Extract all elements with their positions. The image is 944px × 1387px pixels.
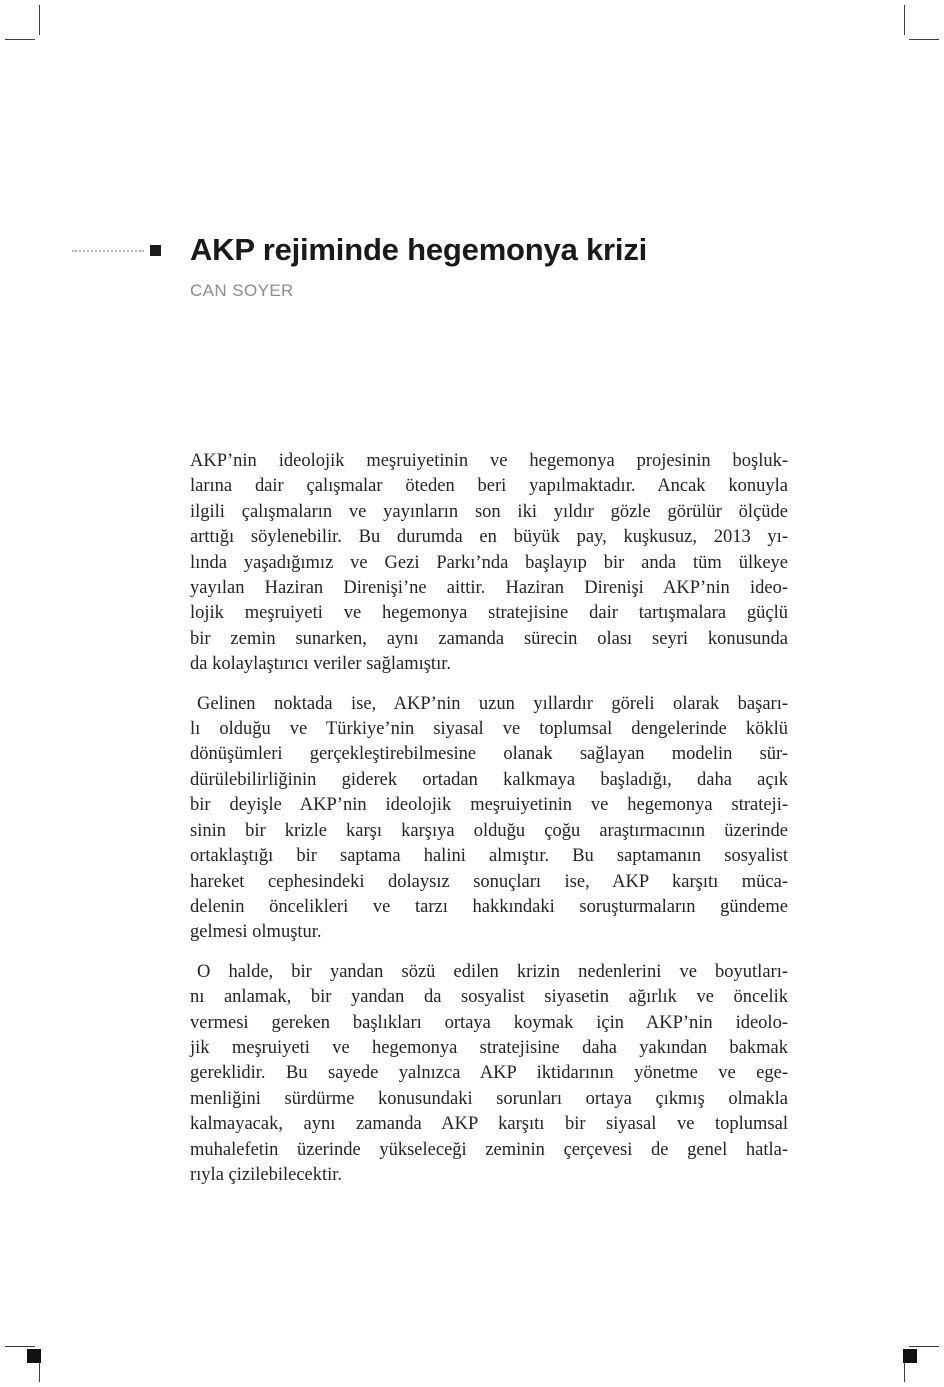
text-line: lında yaşadığımız ve Gezi Parkı’nda başlayıp bir anda tüm ülkeye bbox=[190, 552, 788, 573]
text-line: lojik meşruiyeti ve hegemonya stratejisine dair tartışmalara güçlü bbox=[190, 603, 788, 624]
text-line: dürülebilirliğinin giderek ortadan kalkmaya başladığı, daha açık bbox=[190, 769, 788, 790]
text-line: da kolaylaştırıcı veriler sağlamıştır. bbox=[190, 654, 451, 675]
text-line: hareket cephesindeki dolaysız sonuçları ise, AKP karşıtı müca- bbox=[190, 871, 788, 892]
crop-mark-top-right-vertical bbox=[904, 5, 905, 35]
crop-mark-top-right-horizontal bbox=[909, 39, 939, 40]
text-line: vermesi gereken başlıkları ortaya koymak için AKP’nin ideolo- bbox=[190, 1012, 788, 1033]
article-body bbox=[190, 449, 788, 1202]
registration-square-bottom-left bbox=[27, 1349, 41, 1363]
text-line: delenin öncelikleri ve tarzı hakkındaki soruşturmaların gündeme bbox=[190, 896, 788, 917]
paragraph bbox=[190, 960, 788, 1189]
text-line: O halde, bir yandan sözü edilen krizin nedenlerini ve boyutları- bbox=[197, 961, 788, 982]
text-line: ortaklaştığı bir saptama halini almıştır. Bu saptamanın sosyalist bbox=[190, 846, 788, 867]
text-line: yayılan Haziran Direnişi’ne aittir. Haziran Direnişi AKP’nin ideo- bbox=[190, 578, 788, 599]
crop-mark-bottom-left-horizontal bbox=[5, 1346, 35, 1347]
crop-mark-top-left-horizontal bbox=[5, 39, 35, 40]
text-line: bir deyişle AKP’nin ideolojik meşruiyetinin ve hegemonya strateji- bbox=[190, 795, 788, 816]
text-line: sinin bir krizle karşı karşıya olduğu çoğu araştırmacının üzerinde bbox=[190, 820, 788, 841]
article-author: CAN SOYER bbox=[190, 281, 294, 300]
square-bullet-icon bbox=[150, 245, 161, 256]
text-line: rıyla çizilebilecektir. bbox=[190, 1164, 343, 1185]
registration-square-bottom-right bbox=[903, 1349, 917, 1363]
paragraph bbox=[190, 449, 788, 678]
text-line: dönüşümleri gerçekleştirebilmesine olanak sağlayan modelin sür- bbox=[190, 744, 788, 765]
crop-mark-top-left-vertical bbox=[39, 5, 40, 35]
text-line: kalmayacak, aynı zamanda AKP karşıtı bir siyasal ve toplumsal bbox=[190, 1114, 788, 1135]
text-line: arttığı söylenebilir. Bu durumda en büyük pay, kuşkusuz, 2013 yı- bbox=[190, 527, 788, 548]
text-line: menliğini sürdürme konusundaki sorunları ortaya çıkmış olmakla bbox=[190, 1088, 788, 1109]
text-line: nı anlamak, bir yandan da sosyalist siyasetin ağırlık ve öncelik bbox=[190, 987, 788, 1008]
text-line: jik meşruiyeti ve hegemonya stratejisine daha yakından bakmak bbox=[190, 1037, 788, 1058]
text-line: larına dair çalışmalar öteden beri yapılmaktadır. Ancak konuyla bbox=[190, 476, 788, 497]
text-line: Gelinen noktada ise, AKP’nin uzun yıllardır göreli olarak başarı- bbox=[197, 693, 788, 714]
crop-mark-bottom-right-horizontal bbox=[909, 1346, 939, 1347]
paragraph bbox=[190, 692, 788, 946]
text-line: muhalefetin üzerinde yükseleceği zeminin çerçevesi de genel hatla- bbox=[190, 1139, 788, 1160]
text-line: gelmesi olmuştur. bbox=[190, 922, 322, 943]
article-title: AKP rejiminde hegemonya krizi bbox=[190, 232, 648, 267]
text-line: lı olduğu ve Türkiye’nin siyasal ve toplumsal dengelerinde köklü bbox=[190, 719, 788, 740]
text-line: AKP’nin ideolojik meşruiyetinin ve hegemonya projesinin boşluk- bbox=[190, 451, 788, 471]
text-line: ilgili çalışmaların ve yayınların son iki yıldır gözle görülür ölçüde bbox=[190, 501, 788, 522]
dotted-leader-line bbox=[72, 250, 144, 252]
text-line: gereklidir. Bu sayede yalnızca AKP iktidarının yönetme ve ege- bbox=[190, 1063, 788, 1084]
text-line: bir zemin sunarken, aynı zamanda sürecin olası seyri konusunda bbox=[190, 628, 788, 649]
